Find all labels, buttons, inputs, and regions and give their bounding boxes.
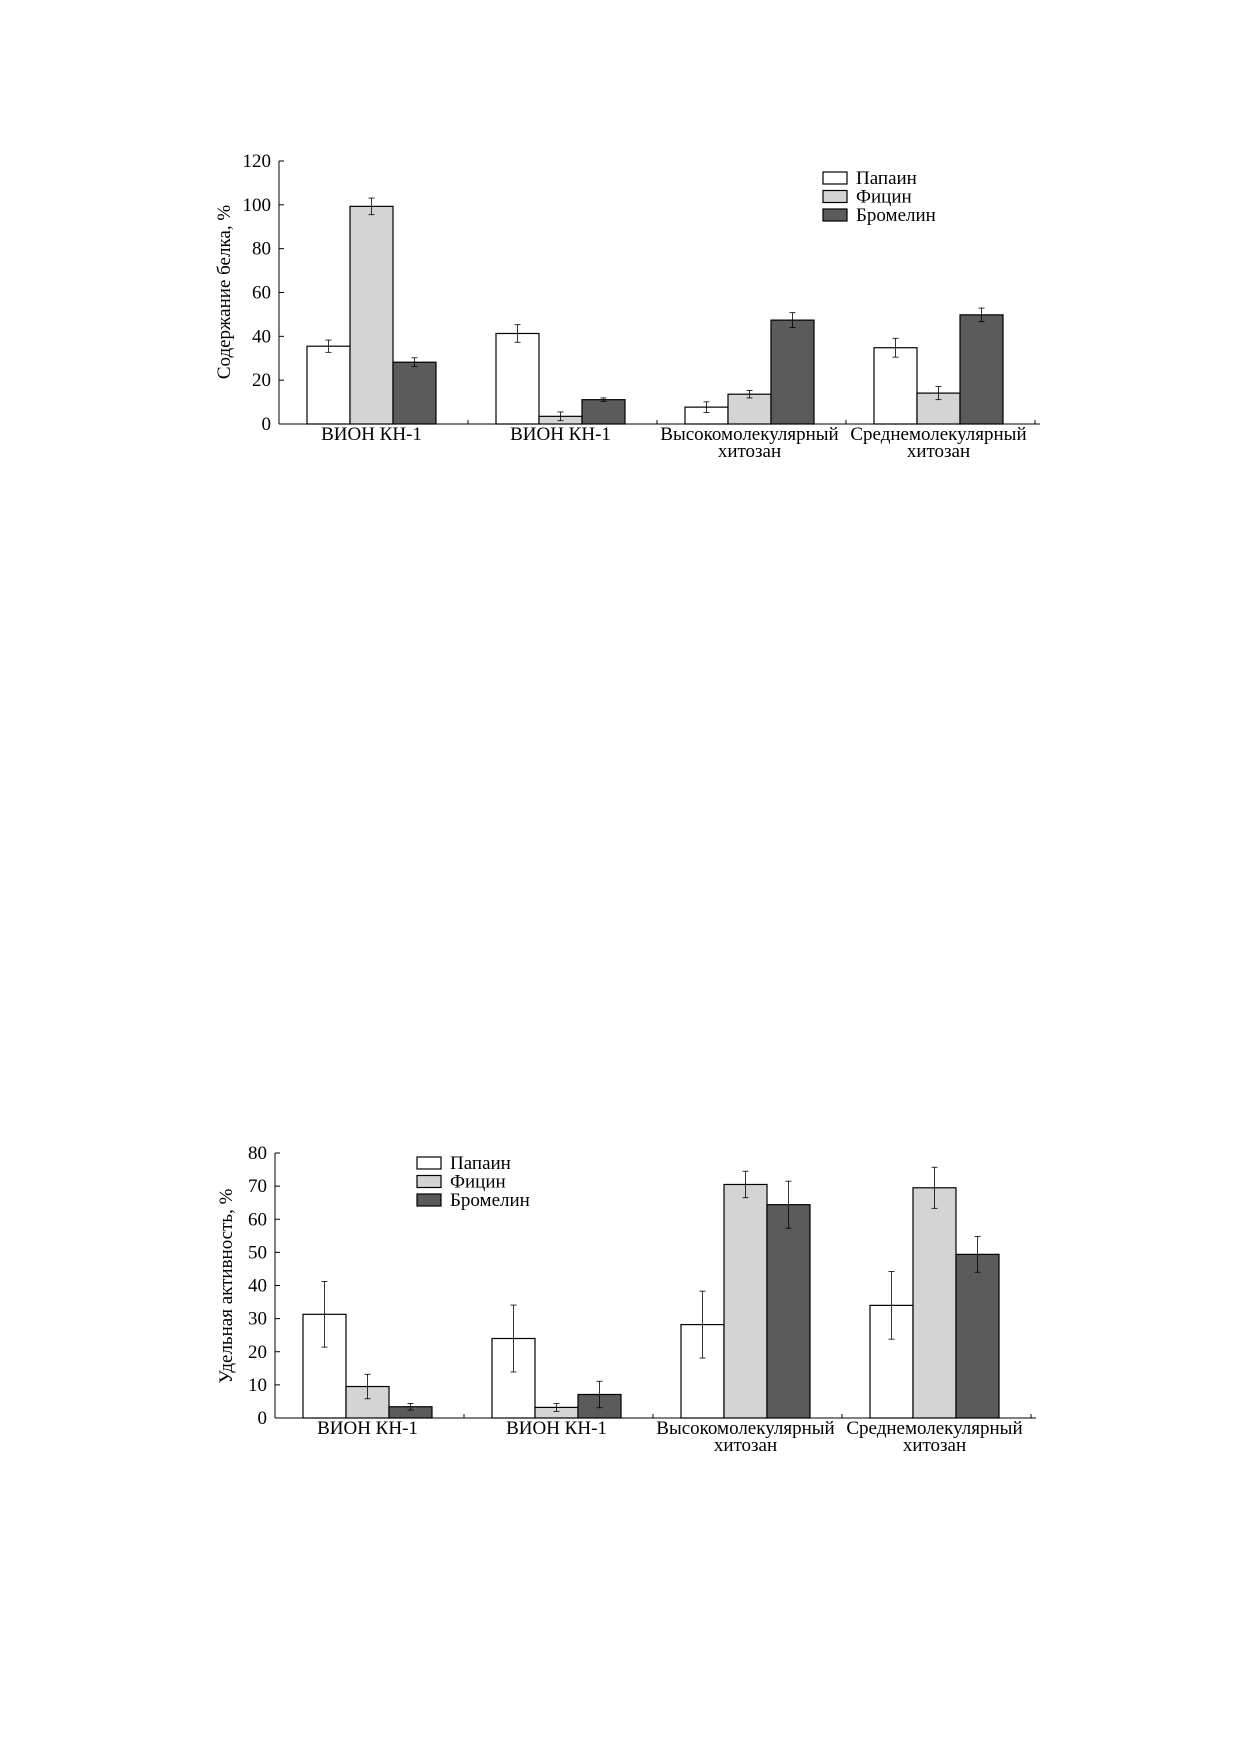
y-axis-label: Содержание белка, % — [214, 204, 235, 380]
y-tick-label: 0 — [257, 1408, 267, 1429]
bar — [496, 333, 539, 424]
x-category-label: хитозан — [906, 441, 971, 462]
y-tick-label: 30 — [248, 1308, 267, 1330]
y-tick-label: 80 — [248, 1143, 267, 1164]
y-tick-label: 60 — [252, 282, 271, 304]
bar — [771, 320, 814, 424]
legend-swatch — [823, 191, 847, 203]
bar — [582, 400, 625, 424]
y-tick-label: 80 — [252, 238, 271, 260]
legend-swatch — [417, 1157, 441, 1169]
y-tick-label: 60 — [248, 1209, 267, 1231]
bar — [393, 362, 436, 424]
specific-activity-chart — [216, 1143, 1036, 1456]
legend-swatch — [823, 172, 847, 184]
bar — [724, 1184, 767, 1418]
legend-label: Бромелин — [450, 1190, 530, 1211]
bar — [350, 206, 393, 424]
legend-label: Фицин — [856, 186, 912, 208]
legend-label: Фицин — [450, 1171, 506, 1193]
x-category-label: ВИОН КН-1 — [321, 424, 422, 445]
y-tick-label: 40 — [252, 326, 271, 348]
protein-content-chart — [214, 151, 1040, 462]
legend-label: Папаин — [856, 168, 917, 189]
legend-label: Бромелин — [856, 205, 936, 226]
x-category-label: Высокомолекулярный — [660, 424, 839, 445]
x-category-label: Высокомолекулярный — [656, 1418, 835, 1439]
bar — [913, 1188, 956, 1418]
legend-swatch — [417, 1194, 441, 1206]
bar — [960, 315, 1003, 424]
y-tick-label: 120 — [242, 151, 271, 172]
bar — [728, 394, 771, 424]
bar — [307, 346, 350, 424]
y-tick-label: 10 — [248, 1374, 267, 1396]
x-category-label: ВИОН КН-1 — [510, 424, 611, 445]
bar — [956, 1254, 999, 1418]
bar — [874, 348, 917, 424]
y-tick-label: 0 — [261, 414, 271, 435]
y-axis-label: Удельная активность, % — [216, 1188, 237, 1384]
legend-swatch — [417, 1176, 441, 1188]
x-category-label: хитозан — [717, 441, 782, 462]
y-tick-label: 20 — [252, 370, 271, 392]
y-tick-label: 70 — [248, 1176, 267, 1198]
x-category-label: ВИОН КН-1 — [506, 1418, 607, 1439]
x-category-label: хитозан — [902, 1435, 967, 1456]
y-tick-label: 40 — [248, 1275, 267, 1297]
y-tick-label: 20 — [248, 1341, 267, 1363]
bar — [767, 1205, 810, 1418]
x-category-label: Среднемолекулярный — [846, 1418, 1023, 1439]
x-category-label: ВИОН КН-1 — [317, 1418, 418, 1439]
y-tick-label: 50 — [248, 1242, 267, 1264]
legend-label: Папаин — [450, 1153, 511, 1174]
x-category-label: хитозан — [713, 1435, 778, 1456]
x-category-label: Среднемолекулярный — [850, 424, 1027, 445]
legend-swatch — [823, 209, 847, 221]
y-tick-label: 100 — [242, 194, 271, 216]
